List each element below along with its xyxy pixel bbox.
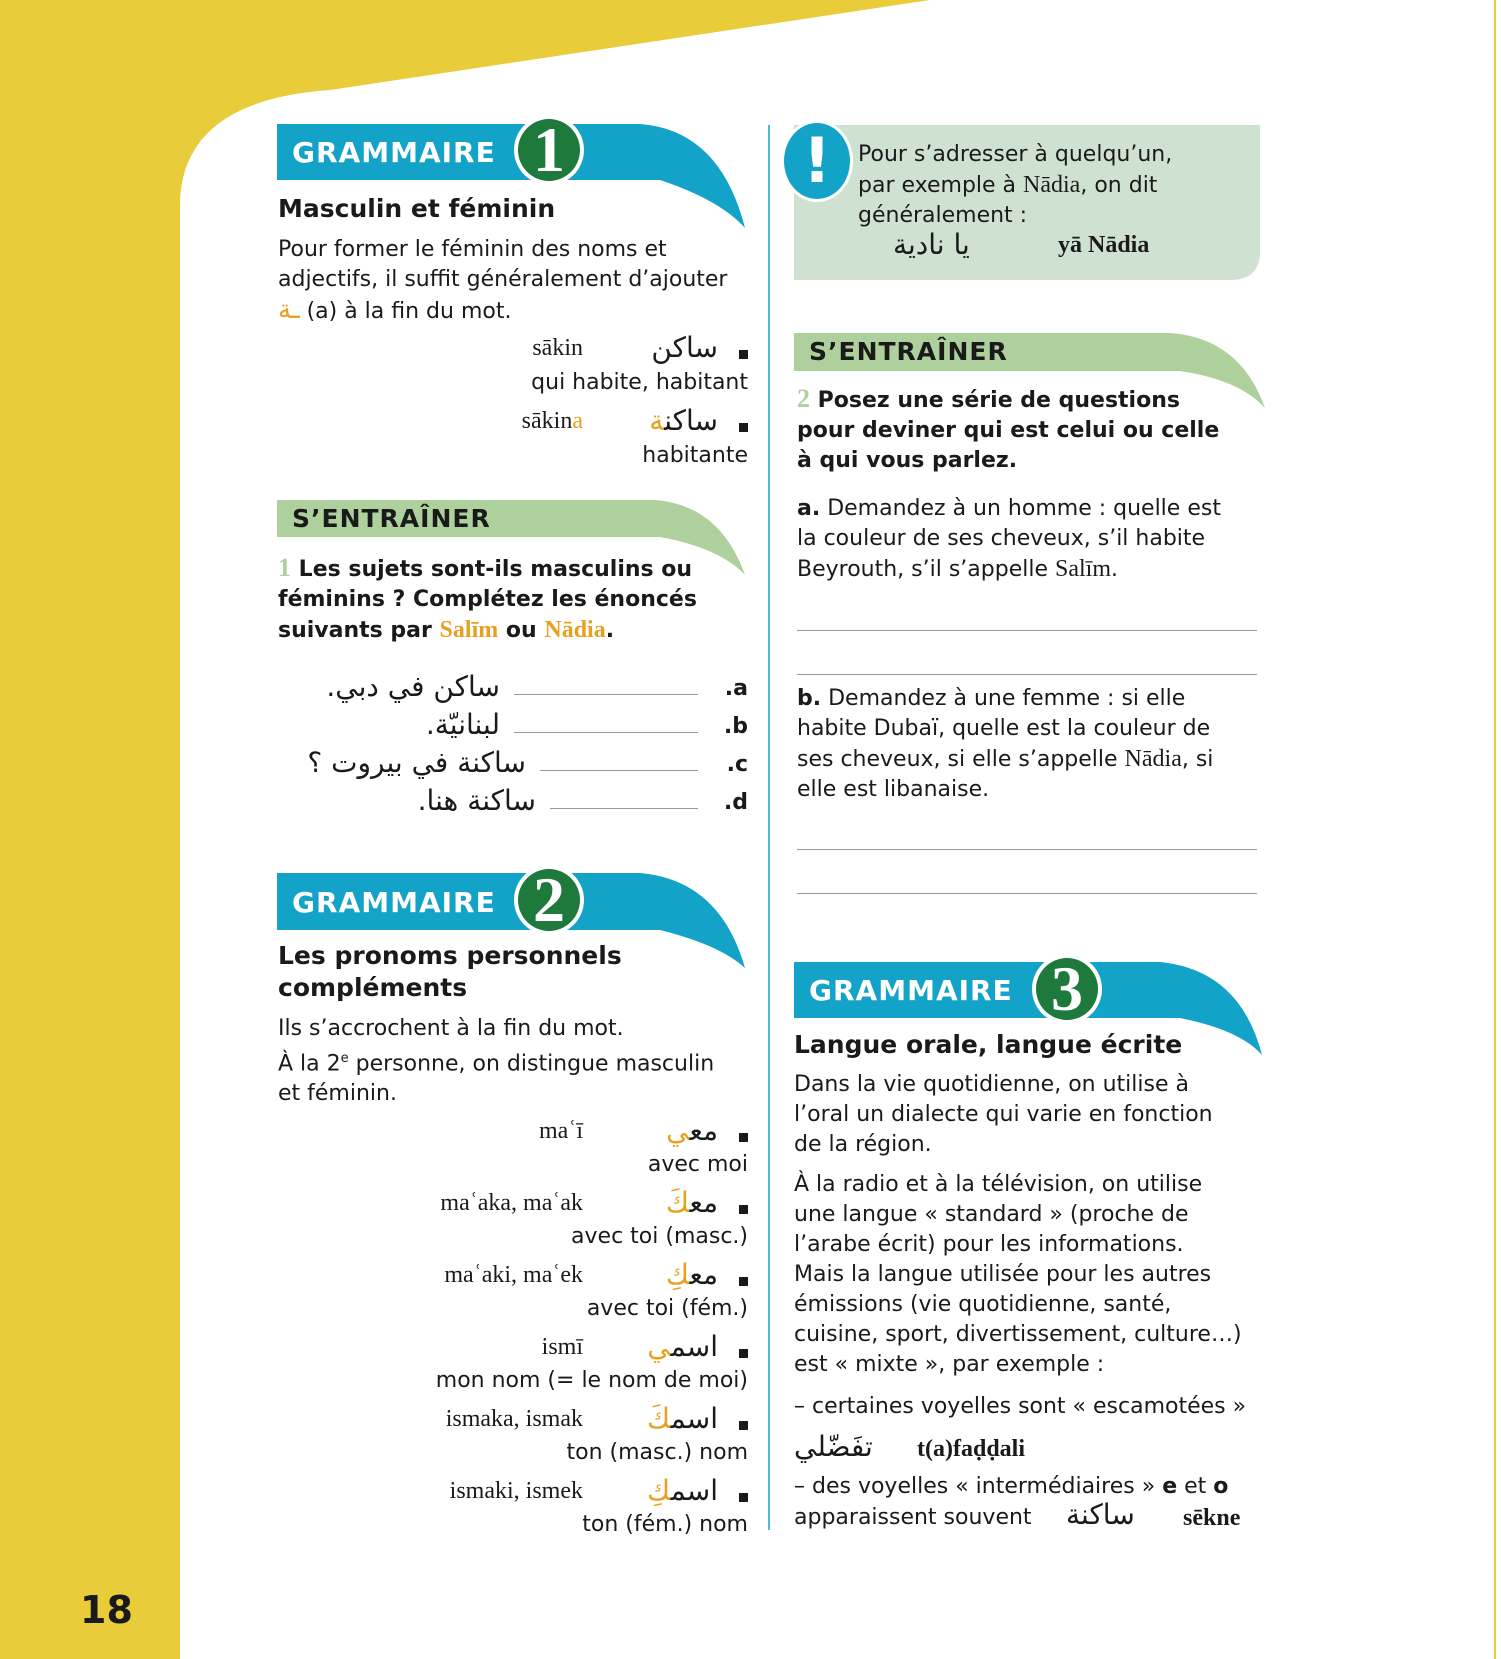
- exercise-2-item-a-text-3: Beyrouth, s’il s’appelle: [797, 557, 1049, 582]
- grammar-2-title-line-2: compléments: [278, 973, 468, 1002]
- grammar-1-feminine-suffix: ـة: [278, 295, 300, 325]
- grammar-3-number: 3: [1036, 958, 1098, 1020]
- grammar-3-example-1-transliteration: t(a)faḍḍali: [917, 1436, 1025, 1462]
- grammar-2-example-1: [278, 1114, 748, 1188]
- exercise-2-item-a-end: .: [1111, 557, 1119, 582]
- exercise-2-item-b-line-1: [797, 684, 1261, 714]
- grammar-2-example-4-meaning: mon nom (= le nom de moi): [435, 1368, 748, 1393]
- grammar-2-body-line-2-sup: e: [340, 1051, 349, 1066]
- exercise-1-question-text-3: suivants par: [278, 618, 432, 643]
- page-number: 18: [80, 1588, 133, 1632]
- grammar-2-example-5-meaning: ton (masc.) nom: [566, 1440, 748, 1465]
- grammar-2-example-2-ar-suffix: كَ: [665, 1186, 690, 1219]
- exercise-2-name-nadia: Nādia: [1124, 746, 1182, 772]
- answer-line[interactable]: [797, 674, 1257, 675]
- grammar-2-example-3-arabic: [666, 1258, 718, 1291]
- grammar-2-example-4-arabic: [647, 1330, 718, 1363]
- grammar-2-example-2-transliteration: maʿaka, maʿak: [440, 1190, 583, 1216]
- exercise-2-item-b-text-3: ses cheveux, si elle s’appelle: [797, 747, 1118, 772]
- grammar-2-example-4: [278, 1330, 748, 1404]
- grammar-3-p1-line-1: Dans la vie quotidienne, on utilise à: [794, 1072, 1189, 1097]
- exercise-2-item-a-label: a.: [797, 496, 821, 521]
- exercise-2-item-b-end-3: , si: [1181, 747, 1214, 772]
- exercise-1-item-a-arabic: ساكن في دبي.: [326, 670, 500, 703]
- grammar-1-number: 1: [518, 119, 580, 181]
- exercise-1-item-c: [278, 746, 748, 782]
- grammar-2-example-5: [278, 1402, 748, 1476]
- grammar-2-example-1-meaning: avec moi: [647, 1152, 748, 1177]
- exercise-1-item-c-arabic: ساكنة في بيروت ؟: [307, 746, 526, 779]
- grammar-1-body-line-3-rest: (a) à la fin du mot.: [306, 299, 512, 324]
- grammar-1-example-1: [278, 331, 748, 405]
- grammar-1-header: GRAMMAIRE: [292, 136, 496, 169]
- exercise-1-name-nadia: Nādia: [544, 617, 606, 643]
- bullet-icon: [739, 1133, 748, 1142]
- grammar-3-number-badge: [1032, 954, 1102, 1024]
- note-name-nadia: Nādia: [1023, 172, 1081, 198]
- exercise-1-question-line-3: [278, 615, 748, 646]
- grammar-2-body-line-3: et féminin.: [278, 1081, 397, 1107]
- grammar-2-body: [278, 1014, 748, 1109]
- note-line-2: [858, 170, 1258, 201]
- exercise-2-item-b-line-3: [797, 744, 1261, 775]
- grammar-2-body-line-2-post: personne, on distingue masculin: [348, 1051, 715, 1077]
- grammar-1-example-2-tr-suffix: a: [572, 408, 583, 434]
- grammar-3-header: GRAMMAIRE: [809, 974, 1013, 1007]
- grammar-3-p2-line-4: Mais la langue utilisée pour les autres: [794, 1262, 1212, 1287]
- exercise-1-item-d-arabic: ساكنة هنا.: [417, 784, 536, 817]
- answer-line[interactable]: [797, 849, 1257, 850]
- grammar-1-body-line-2: adjectifs, il suffit généralement d’ajouter: [278, 267, 728, 292]
- grammar-1-example-2-transliteration: [522, 408, 583, 435]
- exercise-2-number: 2: [797, 384, 810, 413]
- grammar-2-number-badge: [514, 865, 584, 935]
- grammar-3-line-appear: apparaissent souvent: [794, 1505, 1032, 1530]
- grammar-2-example-5-arabic: [647, 1402, 718, 1435]
- exclamation-icon: [781, 120, 853, 202]
- grammar-2-example-4-ar-suffix: ي: [647, 1330, 671, 1363]
- exercise-2-question-text-1: Posez une série de questions: [817, 388, 1180, 413]
- grammar-3-example-2-transliteration: sēkne: [1183, 1505, 1241, 1531]
- exercise-1-item-a-label: .a: [724, 676, 748, 701]
- grammar-2-example-3-ar-main: مع: [689, 1258, 718, 1291]
- grammar-2-example-5-transliteration: ismaka, ismak: [445, 1406, 583, 1432]
- exercise-2-header: S’ENTRAÎNER: [809, 337, 1008, 366]
- bullet-icon: [739, 1421, 748, 1430]
- bullet-icon: [739, 1205, 748, 1214]
- exercise-2-name-salim: Salīm: [1055, 556, 1112, 582]
- grammar-2-body-line-2: [278, 1044, 748, 1079]
- exercise-1-item-c-label: .c: [726, 752, 748, 777]
- grammar-2-example-6-ar-suffix: كِ: [646, 1474, 671, 1507]
- grammar-2-example-2-arabic: [666, 1186, 718, 1219]
- grammar-2-example-1-arabic: [666, 1114, 718, 1147]
- grammar-2-example-2-ar-main: مع: [689, 1186, 718, 1219]
- answer-blank[interactable]: [514, 732, 698, 733]
- grammar-2-example-6-ar-main: اسم: [670, 1474, 718, 1507]
- grammar-3-dash-2-and: et: [1184, 1474, 1207, 1499]
- grammar-1-example-1-meaning: qui habite, habitant: [531, 370, 748, 395]
- exercise-1-item-d-label: .d: [723, 790, 748, 815]
- exercise-1-number: 1: [278, 553, 291, 582]
- grammar-3-p2-line-3: l’arabe écrit) pour les informations.: [794, 1232, 1184, 1257]
- grammar-2-example-6-transliteration: ismaki, ismek: [449, 1478, 583, 1504]
- exercise-2-item-a: [797, 494, 1261, 585]
- grammar-3-paragraph-1: [794, 1070, 1264, 1160]
- exercise-2-item-a-line-1: [797, 494, 1261, 524]
- grammar-1-example-2-ar-main: ساكن: [664, 404, 718, 437]
- grammar-1-example-1-arabic: ساكن: [651, 331, 718, 364]
- grammar-2-example-1-transliteration: maʿī: [539, 1118, 583, 1144]
- exercise-1-item-a: [278, 670, 748, 706]
- bullet-icon: [739, 1277, 748, 1286]
- grammar-2-body-line-2-pre: À la 2: [278, 1051, 341, 1077]
- grammar-2-example-5-ar-main: اسم: [670, 1402, 718, 1435]
- grammar-3-dash-2: [794, 1472, 1228, 1502]
- grammar-2-example-4-ar-main: اسم: [670, 1330, 718, 1363]
- grammar-1-number-badge: [514, 115, 584, 185]
- grammar-3-vowel-o: o: [1213, 1474, 1229, 1499]
- answer-blank[interactable]: [550, 808, 698, 809]
- exercise-2-item-b-line-2: habite Dubaï, quelle est la couleur de: [797, 716, 1211, 741]
- answer-blank[interactable]: [514, 694, 698, 695]
- exercise-2-question: [797, 384, 1267, 476]
- grammar-1-title: Masculin et féminin: [278, 194, 556, 223]
- grammar-2-example-1-ar-main: مع: [689, 1114, 718, 1147]
- exercise-2-item-b-line-4: elle est libanaise.: [797, 777, 990, 802]
- note-text: [858, 140, 1258, 231]
- grammar-3-paragraph-2: [794, 1170, 1264, 1380]
- grammar-3-p2-line-6: cuisine, sport, divertissement, culture…): [794, 1322, 1242, 1347]
- exercise-1-question-or: ou: [505, 618, 537, 643]
- exercise-1-name-salim: Salīm: [439, 617, 499, 643]
- exercise-2-item-a-text-1: Demandez à un homme : quelle est: [827, 496, 1221, 521]
- exercise-2-question-line-2: pour deviner qui est celui ou celle: [797, 418, 1220, 443]
- grammar-3-p2-line-7: est « mixte », par exemple :: [794, 1352, 1105, 1377]
- grammar-2-example-6-arabic: [647, 1474, 718, 1507]
- answer-line[interactable]: [797, 630, 1257, 631]
- grammar-1-example-2-ar-suffix: ة: [649, 404, 665, 437]
- grammar-2-example-2: [278, 1186, 748, 1260]
- exercise-1-question-line-1: [278, 553, 748, 585]
- exercise-2-item-b: [797, 684, 1261, 805]
- grammar-1-example-2-meaning: habitante: [642, 443, 748, 468]
- exercise-2-question-line-1: [797, 384, 1267, 416]
- exercise-2-item-b-text-1: Demandez à une femme : si elle: [828, 686, 1186, 711]
- grammar-1-example-2-tr-main: sākin: [521, 408, 573, 434]
- grammar-2-example-5-ar-suffix: كَ: [646, 1402, 671, 1435]
- note-line-3: généralement :: [858, 203, 1028, 228]
- note-line-2-pre: par exemple à: [858, 173, 1017, 198]
- grammar-3-title: Langue orale, langue écrite: [794, 1030, 1183, 1059]
- exclamation-glyph: !: [802, 124, 832, 197]
- bullet-icon: [739, 1349, 748, 1358]
- grammar-2-title: [278, 940, 622, 1004]
- grammar-2-title-line-1: Les pronoms personnels: [278, 941, 622, 970]
- grammar-2-example-3: [278, 1258, 748, 1332]
- exercise-2-question-line-3: à qui vous parlez.: [797, 448, 1018, 473]
- exercise-2-item-a-line-3: [797, 554, 1261, 585]
- grammar-1-example-2: [278, 404, 748, 478]
- exercise-2-item-b-label: b.: [797, 686, 822, 711]
- note-transliteration: yā Nādia: [1058, 232, 1150, 258]
- grammar-2-example-6: [278, 1474, 748, 1548]
- bullet-icon: [739, 423, 748, 432]
- exercise-1-question-line-2: féminins ? Complétez les énoncés: [278, 587, 697, 612]
- exercise-2-item-a-line-2: la couleur de ses cheveux, s’il habite: [797, 526, 1206, 551]
- grammar-3-dash-2-text: – des voyelles « intermédiaires »: [794, 1474, 1156, 1499]
- grammar-2-example-3-transliteration: maʿaki, maʿek: [444, 1262, 583, 1288]
- grammar-1-body-line-3: [278, 295, 748, 327]
- grammar-3-dash-1: – certaines voyelles sont « escamotées »: [794, 1394, 1247, 1419]
- grammar-1-body-line-1: Pour former le féminin des noms et: [278, 237, 667, 262]
- grammar-2-header: GRAMMAIRE: [292, 886, 496, 919]
- grammar-2-example-3-ar-suffix: كِ: [665, 1258, 690, 1291]
- bullet-icon: [739, 1493, 748, 1502]
- exercise-1-item-b-arabic: لبنانيّة.: [425, 708, 500, 741]
- grammar-2-example-3-meaning: avec toi (fém.): [586, 1296, 748, 1321]
- grammar-3-p2-line-2: une langue « standard » (proche de: [794, 1202, 1189, 1227]
- answer-line[interactable]: [797, 893, 1257, 894]
- exercise-1-header: S’ENTRAÎNER: [292, 504, 491, 533]
- grammar-3-vowel-e: e: [1162, 1474, 1178, 1499]
- exercise-1-item-b-label: .b: [723, 714, 748, 739]
- grammar-3-p1-line-2: l’oral un dialecte qui varie en fonction: [794, 1102, 1213, 1127]
- answer-blank[interactable]: [540, 770, 698, 771]
- exercise-1-item-b: [278, 708, 748, 744]
- exercise-1-question: [278, 553, 748, 646]
- grammar-2-body-line-1: Ils s’accrochent à la fin du mot.: [278, 1016, 624, 1041]
- bullet-icon: [739, 350, 748, 359]
- grammar-3-p2-line-5: émissions (vie quotidienne, santé,: [794, 1292, 1172, 1317]
- note-arabic: يا نادية: [893, 228, 970, 261]
- note-line-2-post: , on dit: [1080, 173, 1158, 198]
- grammar-3-example-1-arabic: تفَضّلي: [794, 1430, 873, 1463]
- grammar-2-number: 2: [518, 869, 580, 931]
- grammar-3-p2-line-1: À la radio et à la télévision, on utilise: [794, 1172, 1203, 1197]
- exercise-1-question-end: .: [605, 618, 615, 643]
- note-line-1: Pour s’adresser à quelqu’un,: [858, 142, 1173, 167]
- grammar-1-example-2-arabic: [649, 404, 718, 437]
- grammar-2-example-1-ar-suffix: ي: [666, 1114, 690, 1147]
- grammar-3-example-2-arabic: ساكنة: [1066, 1498, 1135, 1531]
- grammar-2-example-6-meaning: ton (fém.) nom: [582, 1512, 748, 1537]
- grammar-2-example-4-transliteration: ismī: [541, 1334, 583, 1360]
- grammar-3-p1-line-3: de la région.: [794, 1132, 932, 1157]
- exercise-1-item-d: [278, 784, 748, 820]
- grammar-2-example-2-meaning: avec toi (masc.): [571, 1224, 748, 1249]
- grammar-1-example-1-transliteration: sākin: [532, 335, 583, 361]
- grammar-1-body: [278, 235, 748, 327]
- exercise-1-question-text-1: Les sujets sont-ils masculins ou: [298, 557, 693, 582]
